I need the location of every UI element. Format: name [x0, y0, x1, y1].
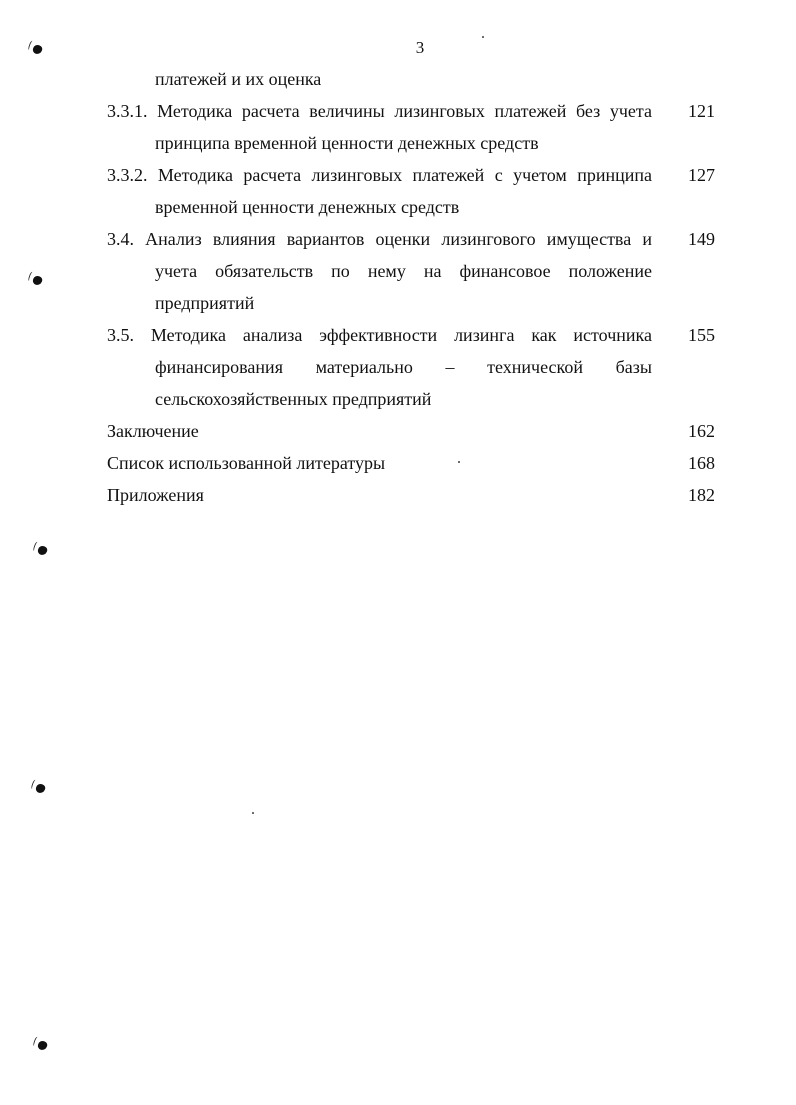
toc-3-4-page: 149	[688, 229, 715, 249]
scan-speck	[482, 36, 484, 38]
toc-appendices: Приложения	[107, 485, 204, 505]
toc-3-4-line3: предприятий	[155, 293, 255, 313]
toc-3-3-1-page: 121	[688, 101, 715, 121]
page-number: 3	[415, 38, 425, 57]
toc-3-3-2-page: 127	[688, 165, 715, 185]
scan-speck	[252, 812, 254, 814]
toc-3-3-1-line1: 3.3.1. Методика расчета величины лизинговых платежей без учета	[107, 101, 652, 121]
toc-3-4-line1: 3.4. Анализ влияния вариантов оценки лизингового имущества и	[107, 229, 652, 249]
toc-3-3-1-line2: принципа временной ценности денежных средств	[155, 133, 539, 153]
toc-3-5-line2: финансирования материально – технической базы	[155, 357, 652, 377]
toc-appendices-page: 182	[688, 485, 715, 505]
toc-3-5-line1: 3.5. Методика анализа эффективности лизинга как источника	[107, 325, 652, 345]
toc-3-5-page: 155	[688, 325, 715, 345]
toc-conclusion: Заключение	[107, 421, 199, 441]
toc-3-3-2-line1: 3.3.2. Методика расчета лизинговых платежей с учетом принципа	[107, 165, 652, 185]
toc-references: Список использованной литературы	[107, 453, 386, 473]
toc-3-3-continuation: платежей и их оценка	[155, 69, 322, 89]
toc-3-5-line3: сельскохозяйственных предприятий	[155, 389, 432, 409]
toc-3-4-line2: учета обязательств по нему на финансовое положение	[155, 261, 652, 281]
toc-conclusion-page: 162	[688, 421, 715, 441]
toc-3-3-2-line2: временной ценности денежных средств	[155, 197, 460, 217]
scan-speck	[458, 461, 460, 463]
toc-references-page: 168	[688, 453, 715, 473]
